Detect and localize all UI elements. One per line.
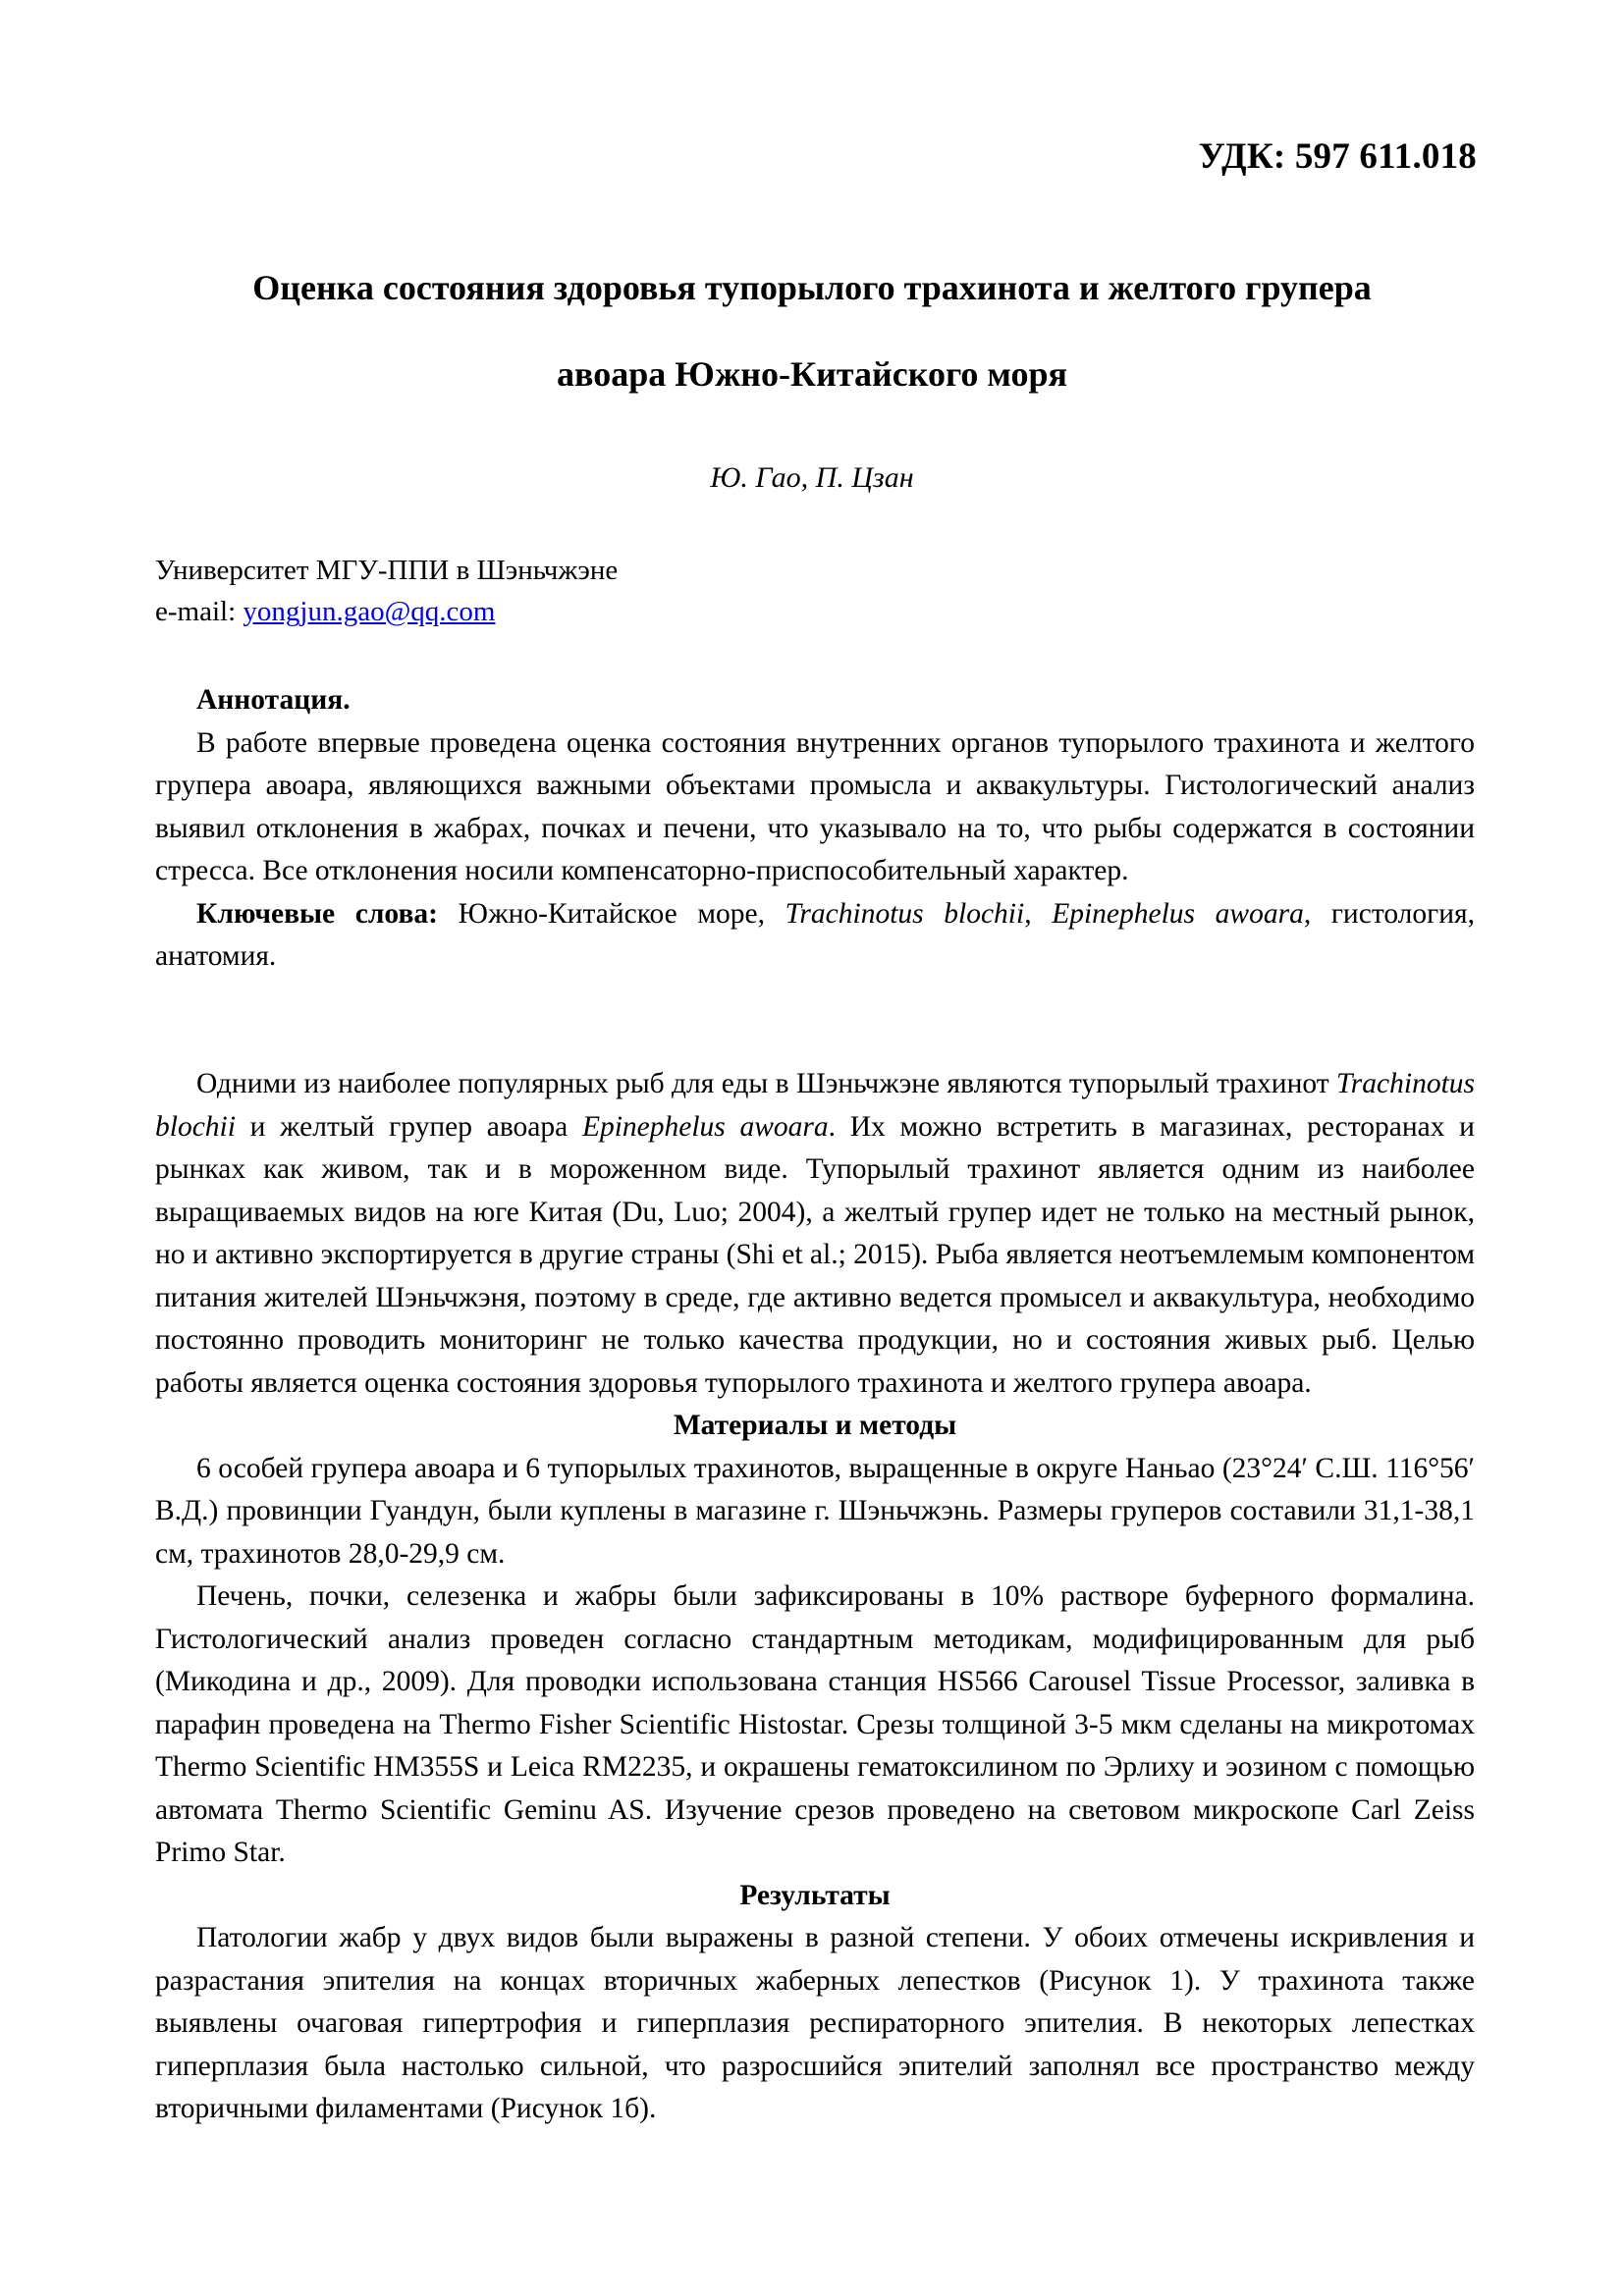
intro-paragraph — [155, 1063, 1475, 1405]
keyword-species-2: Epinephelus awoara — [1052, 897, 1304, 930]
keywords-label: Ключевые слова: — [196, 897, 438, 930]
keywords-text-end: , гистология, анатомия. — [155, 897, 1475, 972]
intro-text-b: и желтый групер авоара — [235, 1110, 582, 1143]
authors: Ю. Гао, П. Цзан — [710, 461, 914, 494]
keywords-text: Южно-Китайское море, — [437, 897, 785, 930]
email-label: e-mail: — [155, 596, 244, 627]
keywords-separator: , — [1024, 897, 1053, 930]
abstract-text: В работе впервые проведена оценка состояния внутренних органов тупорылого трахинота и желтого групера авоара, являющихся важными объектами промысла и аквакультуры. Гистологический анализ выявил отклонения в жабрах, почках и печени, что указывало на то, что рыбы содержатся в состоянии стресса. Все отклонения носили компенсаторно-приспособительный характер. — [155, 726, 1475, 886]
abstract-heading: Аннотация. — [196, 684, 351, 716]
intro-text-c: . Их можно встретить в магазинах, ресторанах и рынках как живом, так и в мороженном виде. Тупорылый трахинот является одним из наиболее выращиваемых видов на юге Китая (Du, Luo; 2004), а желтый групер идет не только на местный рынок, но и активно экспортируется в другие страны (Shi et al.; 2015). Рыба является неотъемлемым компонентом питания жителей Шэньчжэня, поэтому в среде, где активно ведется промысел и аквакультура, необходимо постоянно проводить мониторинг не только качества продукции, но и состояния живых рыб. Целью работы является оценка состояния здоровья тупорылого трахинота и желтого групера авоара. — [155, 1110, 1475, 1399]
intro-species-2: Epinephelus awoara — [581, 1110, 829, 1143]
email-link[interactable]: yongjun.gao@qq.com — [243, 596, 496, 627]
udk-code: УДК: 597 611.018 — [1198, 136, 1477, 177]
keywords — [155, 893, 1475, 979]
intro-text-a: Одними из наиболее популярных рыб для еды в Шэньчжэне являются тупорылый трахинот — [196, 1068, 1337, 1099]
affiliation — [155, 550, 618, 632]
paper-title-line-1: Оценка состояния здоровья тупорылого трахинота и желтого групера — [252, 268, 1372, 307]
results-heading: Результаты — [739, 1879, 891, 1911]
methods-paragraph-1: 6 особей групера авоара и 6 тупорылых трахинотов, выращенные в округе Наньао (23°24′ С.Ш. 116°56′ В.Д.) провинции Гуандун, были куплены в магазине г. Шэньчжэнь. Размеры груперов составили 31,1-38,1 см, трахинотов 28,0-29,9 см. — [155, 1452, 1475, 1570]
main-body — [155, 1063, 1475, 2131]
intro-species-1: Trachinotus blochii — [155, 1068, 1475, 1143]
institution: Университет МГУ-ППИ в Шэньчжэне — [155, 555, 619, 586]
keyword-species-1: Trachinotus blochii — [785, 897, 1025, 930]
methods-heading: Материалы и методы — [673, 1410, 957, 1441]
paper-title-line-2: авоара Южно-Китайского моря — [557, 354, 1067, 394]
results-paragraph-1: Патологии жабр у двух видов были выражены в разной степени. У обоих отмечены искривления и разрастания эпителия на концах вторичных жаберных лепестков (Рисунок 1). У трахинота также выявлены очаговая гипертрофия и гиперплазия респираторного эпителия. В некоторых лепестках гиперплазия была настолько сильной, что разросшийся эпителий заполнял все пространство между вторичными филаментами (Рисунок 1б). — [155, 1922, 1475, 2124]
methods-paragraph-2: Печень, почки, селезенка и жабры были зафиксированы в 10% растворе буферного формалина. Гистологический анализ проведен согласно стандартным методикам, модифицированным для рыб (Микодина и др., 2009). Для проводки использована станция HS566 Carousel Tissue Processor, заливка в парафин проведена на Thermo Fisher Scientific Histostar. Срезы толщиной 3-5 мкм сделаны на микротомах Thermo Scientific HM355S и Leica RM2235, и окрашены гематоксилином по Эрлиху и эозином с помощью автомата Thermo Scientific Geminu AS. Изучение срезов проведено на световом микроскопе Carl Zeiss Primo Star. — [155, 1580, 1475, 1868]
abstract-section — [155, 679, 1475, 979]
email-line — [155, 591, 618, 632]
